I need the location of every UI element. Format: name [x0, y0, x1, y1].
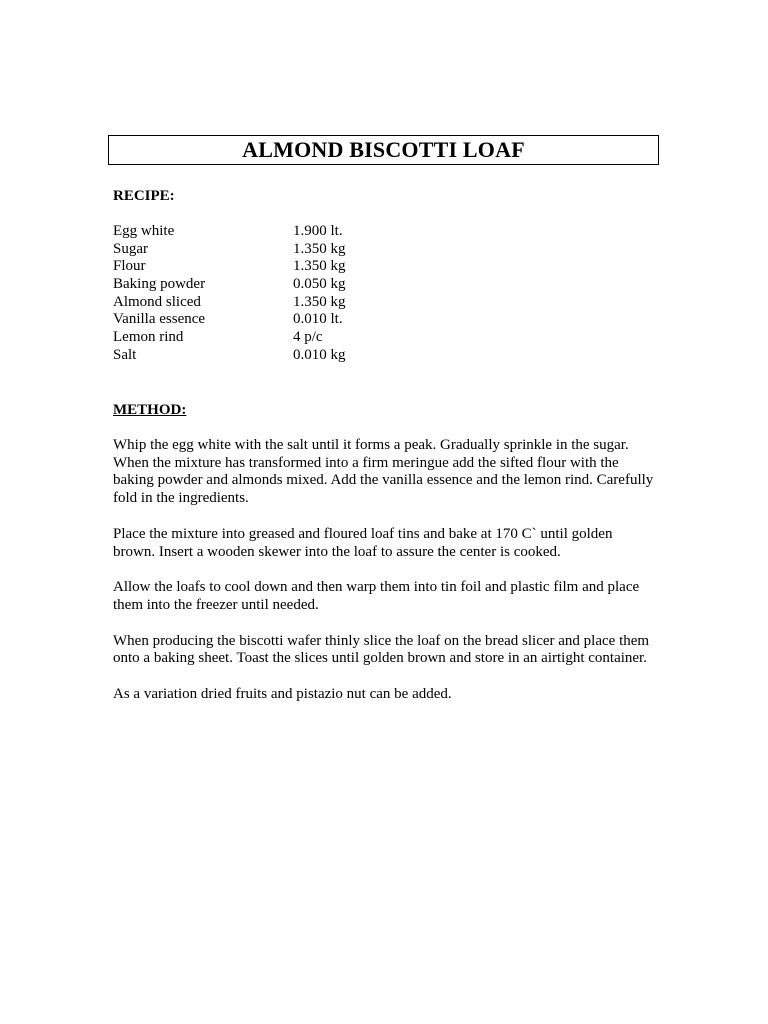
ingredient-name: Sugar: [113, 240, 148, 257]
method-text: [113, 437, 658, 722]
ingredient-quantity: 0.010 kg: [293, 346, 346, 363]
ingredient-name: Lemon rind: [113, 329, 184, 346]
ingredient-row: [113, 223, 513, 241]
ingredient-quantity: 1.350 kg: [293, 240, 346, 257]
document-title: ALMOND BISCOTTI LOAF: [108, 135, 659, 165]
ingredient-row: [113, 329, 513, 347]
ingredient-name: Salt: [113, 346, 137, 363]
recipe-heading: RECIPE:: [113, 188, 175, 204]
ingredient-quantity: 4 p/c: [293, 329, 323, 346]
ingredient-name: Baking powder: [113, 276, 206, 293]
ingredient-name: Vanilla essence: [113, 311, 206, 328]
method-paragraph: Place the mixture into greased and floured loaf tins and bake at 170 C` until golden brown. Insert a wooden skewer into the loaf to assure the center is cooked.: [113, 525, 613, 560]
ingredient-quantity: 1.900 lt.: [293, 223, 343, 239]
ingredient-name: Flour: [113, 258, 146, 275]
method-paragraph: Allow the loafs to cool down and then warp them into tin foil and plastic film and place them into the freezer until needed.: [113, 579, 640, 613]
ingredient-quantity: 1.350 kg: [293, 293, 346, 310]
ingredient-quantity: 0.050 kg: [293, 276, 346, 293]
method-paragraph: As a variation dried fruits and pistazio nut can be added.: [113, 686, 452, 703]
method-heading: METHOD:: [113, 402, 187, 418]
ingredient-row: [113, 241, 513, 259]
ingredient-row: [113, 276, 513, 294]
ingredient-quantity: 0.010 lt.: [293, 311, 343, 328]
ingredient-name: Almond sliced: [113, 293, 201, 310]
ingredient-row: [113, 258, 513, 276]
ingredient-name: Egg white: [113, 223, 175, 239]
ingredient-quantity: 1.350 kg: [293, 258, 346, 275]
ingredient-row: [113, 311, 513, 329]
ingredient-row: [113, 294, 513, 312]
method-paragraph: Whip the egg white with the salt until it forms a peak. Gradually sprinkle in the sugar. When the mixture has transformed into a firm meringue add the sifted flour with the baking powder and almonds mixed. Add the vanilla essence and the lemon rind. Carefully fold in the ingredients.: [113, 437, 654, 507]
method-paragraph: When producing the biscotti wafer thinly slice the loaf on the bread slicer and place them onto a baking sheet. Toast the slices until golden brown and store in an airtight container.: [113, 632, 650, 667]
ingredient-list: [113, 223, 513, 365]
ingredient-row: [113, 347, 513, 365]
